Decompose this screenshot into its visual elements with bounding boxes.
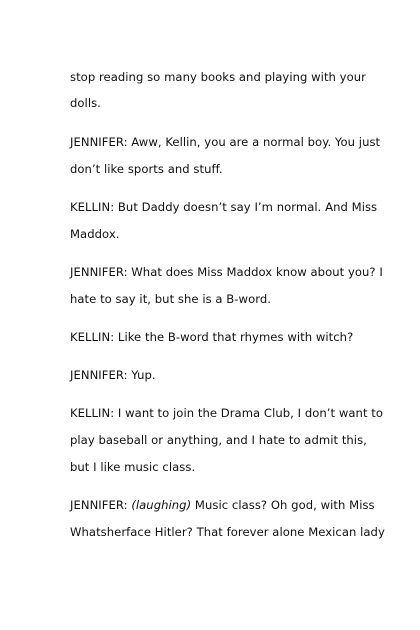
text-line: don’t like sports and stuff. [70, 162, 223, 176]
stage-direction: (laughing) [131, 498, 192, 512]
dialogue-line: JENNIFER: Yup. [70, 368, 156, 382]
text-line: stop reading so many books and playing with your [70, 70, 366, 84]
text-line: but I like music class. [70, 460, 196, 474]
text-line: dolls. [70, 96, 101, 110]
speaker-label: JENNIFER: [70, 498, 128, 512]
dialogue-line: KELLIN: But Daddy doesn’t say I’m normal. And Miss [70, 200, 378, 214]
dialogue-line: JENNIFER: What does Miss Maddox know about you? I [70, 265, 383, 279]
text-line: play baseball or anything, and I hate to admit this, [70, 433, 367, 447]
dialogue-line: JENNIFER: Aww, Kellin, you are a normal boy. You just [70, 135, 381, 149]
dialogue-text: Music class? Oh god, with Miss [194, 498, 375, 512]
dialogue-line: KELLIN: Like the B-word that rhymes with witch? [70, 330, 354, 344]
text-line: Maddox. [70, 227, 120, 241]
text-line: hate to say it, but she is a B-word. [70, 292, 271, 306]
text-line: Whatsherface Hitler? That forever alone Mexican lady [70, 525, 385, 539]
dialogue-line: KELLIN: I want to join the Drama Club, I don’t want to [70, 406, 384, 420]
dialogue-line [70, 498, 375, 512]
